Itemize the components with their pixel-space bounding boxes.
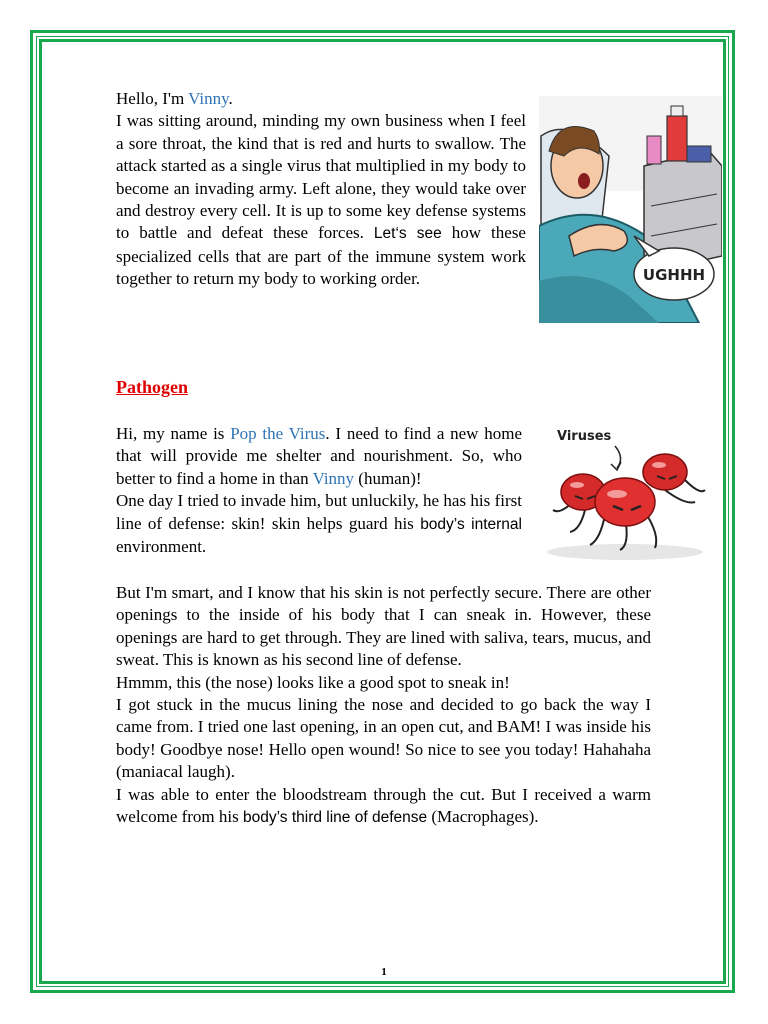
- intro-body: I was sitting around, minding my own business when I feel a sore throat, the kind that is red and hurts to swallow. The attack started as a single virus that multiplied in my body to become an invading army. Left alone, they would take over and destroy every cell. It is up to some key defense systems to battle and defeat these forces. Let‘s see how these specialized cells that are part of the immune system work together to return my body to working order.: [116, 111, 526, 289]
- paragraph-cut: I got stuck in the mucus lining the nose and decided to go back the way I came from. I tried one last opening, in an open cut, and BAM! I was inside his body! Goodbye nose! Hello open wound! So nice to see you today! Hahahaha (maniacal laugh).: [116, 695, 651, 782]
- speech-bubble-text: UGHHH: [642, 266, 706, 284]
- intro-paragraph: [116, 88, 526, 291]
- third-line-defense-text: body’s third line of defense: [243, 809, 428, 827]
- paragraph-openings: But I'm smart, and I know that his skin is not perfectly secure. There are other openings to the inside of his body that I can sneak in. However, these openings are hard to get through. They are lined with saliva, tears, mucus, and sweat. This is known as his second line of defense.: [116, 583, 651, 670]
- pop-the-virus-name: Pop the Virus: [230, 424, 326, 443]
- section-heading-pathogen: Pathogen: [116, 377, 188, 397]
- viruses-label: Viruses: [557, 429, 612, 444]
- greeting-line: Hello, I'm Vinny.: [116, 89, 233, 108]
- pathogen-intro: Hi, my name is Pop the Virus. I need to find a new home that will provide me shelter and nourishment. So, who better to find a home in than Vinny (human)! One day I tried to invade him, but unluckily, he has his first line of defense: skin! skin helps guard his body’s internal environment.: [116, 424, 522, 557]
- page-number: 1: [381, 966, 387, 978]
- pathogen-story: [116, 582, 651, 829]
- lets-see-text: Let‘s see: [373, 225, 442, 243]
- paragraph-nose: Hmmm, this (the nose) looks like a good spot to sneak in!: [116, 672, 510, 692]
- viruses-illustration: [545, 420, 710, 570]
- vinny-name: Vinny: [188, 89, 229, 108]
- paragraph-bloodstream: I was able to enter the bloodstream through the cut. But I received a warm welcome from his body’s third line of defense (Macrophages).: [116, 784, 651, 827]
- sick-boy-illustration: [539, 96, 722, 323]
- vinny-name-2: Vinny: [312, 468, 355, 488]
- body-internal-text: body’s internal: [420, 515, 522, 533]
